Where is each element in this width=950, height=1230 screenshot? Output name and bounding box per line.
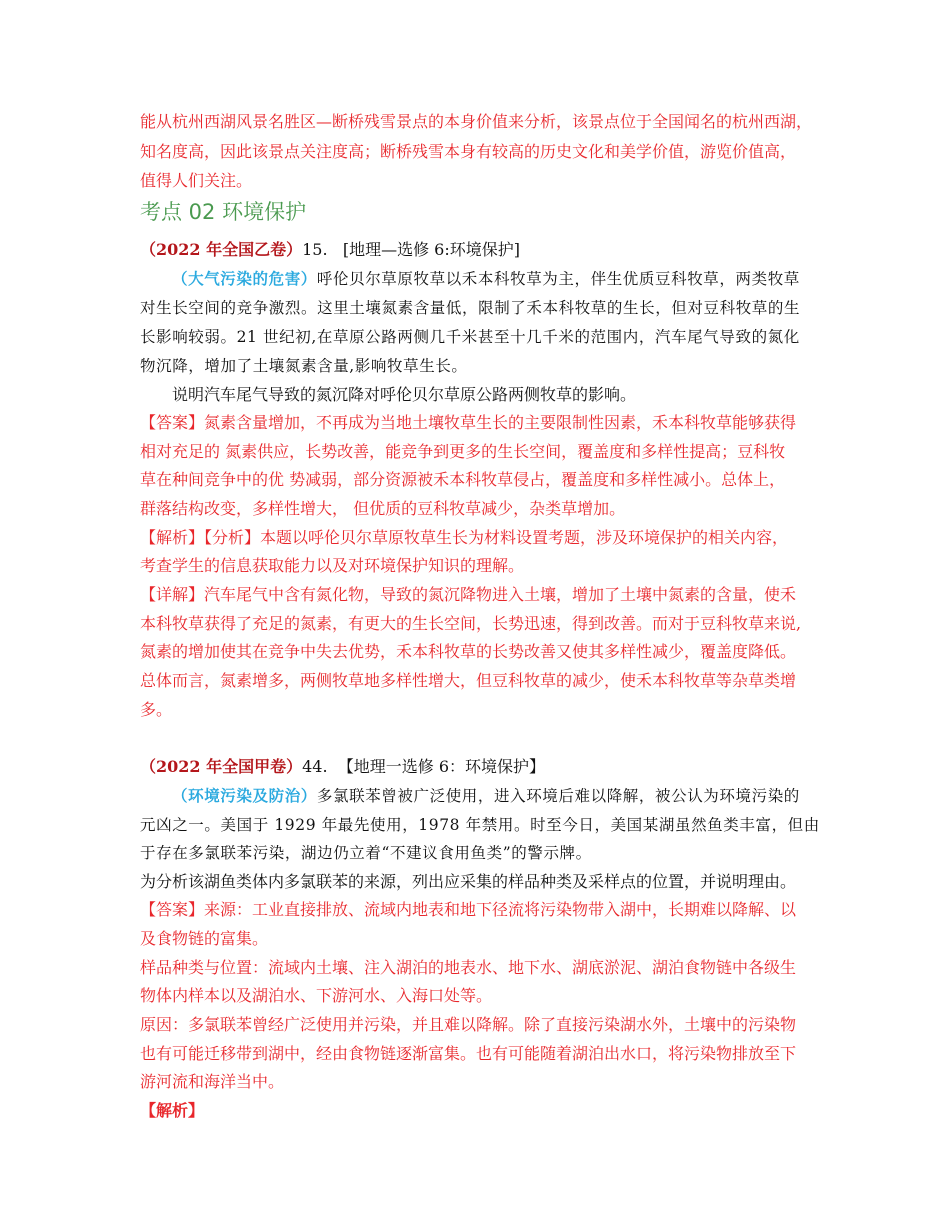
- q1-analysis-text-1: 本题以呼伦贝尔草原牧草生长为材料设置考题，涉及环境保护的相关内容，: [260, 528, 789, 547]
- q1-topic-tag: （大气污染的危害）: [172, 269, 317, 288]
- q2-material-line-2: 元凶之一。美国于 1929 年最先使用，1978 年禁用。时至今日，美国某湖虽然鱼类丰富，但由: [140, 816, 820, 834]
- q1-type: [地理—选修 6:环境保护]: [342, 240, 520, 259]
- q1-detail-line-3: 氮素的增加使其在竞争中失去优势，禾本科牧草的长势改善又使其多样性减少，覆盖度降低。: [140, 642, 797, 661]
- intro-line-1: 能从杭州西湖风景名胜区—断桥残雪景点的本身价值来分析，该景点位于全国闻名的杭州西湖，: [140, 112, 813, 131]
- q2-answer-line-7: 游河流和海洋当中。: [140, 1072, 285, 1091]
- q2-material-line-3: 于存在多氯联苯污染，湖边仍立着“不建议食用鱼类”的警示牌。: [140, 844, 592, 862]
- q1-detail-line-5: 多。: [140, 700, 173, 719]
- q1-answer-label: 【答案】: [140, 413, 205, 432]
- q2-answer-line-5: 原因：多氯联苯曾经广泛使用并污染，并且难以降解。除了直接污染湖水外，土壤中的污染物: [140, 1015, 797, 1034]
- q2-material-line-1: [172, 786, 800, 806]
- intro-line-2: 知名度高，因此该景点关注度高；断桥残雪本身有较高的历史文化和美学价值，游览价值高，: [140, 142, 797, 161]
- q2-type: 【地理一选修 6：环境保护】: [337, 757, 546, 776]
- q2-answer-line-6: 也有可能迁移带到湖中，经由食物链逐渐富集。也有可能随着湖泊出水口，将污染物排放至下: [140, 1044, 797, 1063]
- q2-material-text-1: 多氯联苯曾被广泛使用，进入环境后难以降解，被公认为环境污染的: [316, 787, 800, 805]
- q1-material-line-2: 对生长空间的竞争激烈。这里土壤氮素含量低，限制了禾本科牧草的生长，但对豆科牧草的生: [140, 299, 801, 317]
- intro-line-3: 值得人们关注。: [140, 171, 253, 190]
- q1-answer-text-1: 氮素含量增加，不再成为当地土壤牧草生长的主要限制性因素，禾本科牧草能够获得: [204, 413, 797, 432]
- q2-answer-text-1: 来源：工业直接排放、流域内地表和地下径流将污染物带入湖中，长期难以降解、以: [204, 900, 797, 919]
- q1-header: [140, 240, 520, 260]
- q1-analysis-label: 【解析】【分析】: [140, 528, 261, 547]
- q1-answer-line-3: 草在种间竞争中的优 势减弱，部分资源被禾本科牧草侵占，覆盖度和多样性减小。总体上，: [140, 470, 786, 489]
- q1-material-line-3: 长影响较弱。21 世纪初,在草原公路两侧几千米甚至十几千米的范围内，汽车尾气导致的氮化: [140, 328, 800, 346]
- q1-analysis-line-1: [140, 528, 788, 548]
- q2-answer-line-3: 样品种类与位置：流域内土壤、注入湖泊的地表水、地下水、湖底淤泥、湖泊食物链中各级生: [140, 958, 797, 977]
- q2-header: [140, 757, 545, 777]
- q1-source: （2022 年全国乙卷）: [140, 240, 303, 259]
- q1-analysis-line-2: 考查学生的信息获取能力以及对环境保护知识的理解。: [140, 556, 525, 575]
- q1-number: 15.: [302, 240, 328, 259]
- q1-material-line-4: 物沉降，增加了土壤氮素含量,影响牧草生长。: [140, 357, 468, 375]
- q1-detail-text-1: 汽车尾气中含有氮化物，导致的氮沉降物进入土壤，增加了土壤中氮素的含量，使禾: [204, 585, 797, 604]
- q1-answer-line-4: 群落结构改变，多样性增大， 但优质的豆科牧草减少，杂类草增加。: [140, 499, 626, 518]
- q2-source: （2022 年全国甲卷）: [140, 757, 303, 776]
- q1-detail-line-1: [140, 585, 796, 605]
- q1-question: 说明汽车尾气导致的氮沉降对呼伦贝尔草原公路两侧牧草的影响。: [172, 385, 637, 404]
- q1-answer-line-2: 相对充足的 氮素供应，长势改善，能竞争到更多的生长空间，覆盖度和多样性提高；豆科牧: [140, 442, 786, 461]
- q1-detail-line-2: 本科牧草获得了充足的氮素，有更大的生长空间，长势迅速，得到改善。而对于豆科牧草来说,: [140, 614, 802, 633]
- q1-detail-line-4: 总体而言，氮素增多，两侧牧草地多样性增大，但豆科牧草的减少，使禾本科牧草等杂草类增: [140, 671, 797, 690]
- q1-answer-line-1: [140, 413, 796, 433]
- q1-detail-label: 【详解】: [140, 585, 205, 604]
- q2-topic-tag: （环境污染及防治）: [172, 786, 317, 805]
- q1-material-line-1: [172, 269, 800, 289]
- q2-answer-line-1: [140, 900, 796, 920]
- q2-answer-label: 【答案】: [140, 900, 205, 919]
- section-title: 考点 02 环境保护: [140, 200, 307, 224]
- q2-analysis-label: 【解析】: [140, 1101, 205, 1120]
- q2-question: 为分析该湖鱼类体内多氯联苯的来源，列出应采集的样品种类及采样点的位置，并说明理由。: [140, 872, 797, 891]
- q1-material-text-1: 呼伦贝尔草原牧草以禾本科牧草为主，伴生优质豆科牧草，两类牧草: [316, 270, 800, 288]
- q2-answer-line-4: 物体内样本以及湖泊水、下游河水、入海口处等。: [140, 986, 493, 1005]
- q2-number: 44.: [302, 757, 328, 776]
- q2-answer-line-2: 及食物链的富集。: [140, 929, 269, 948]
